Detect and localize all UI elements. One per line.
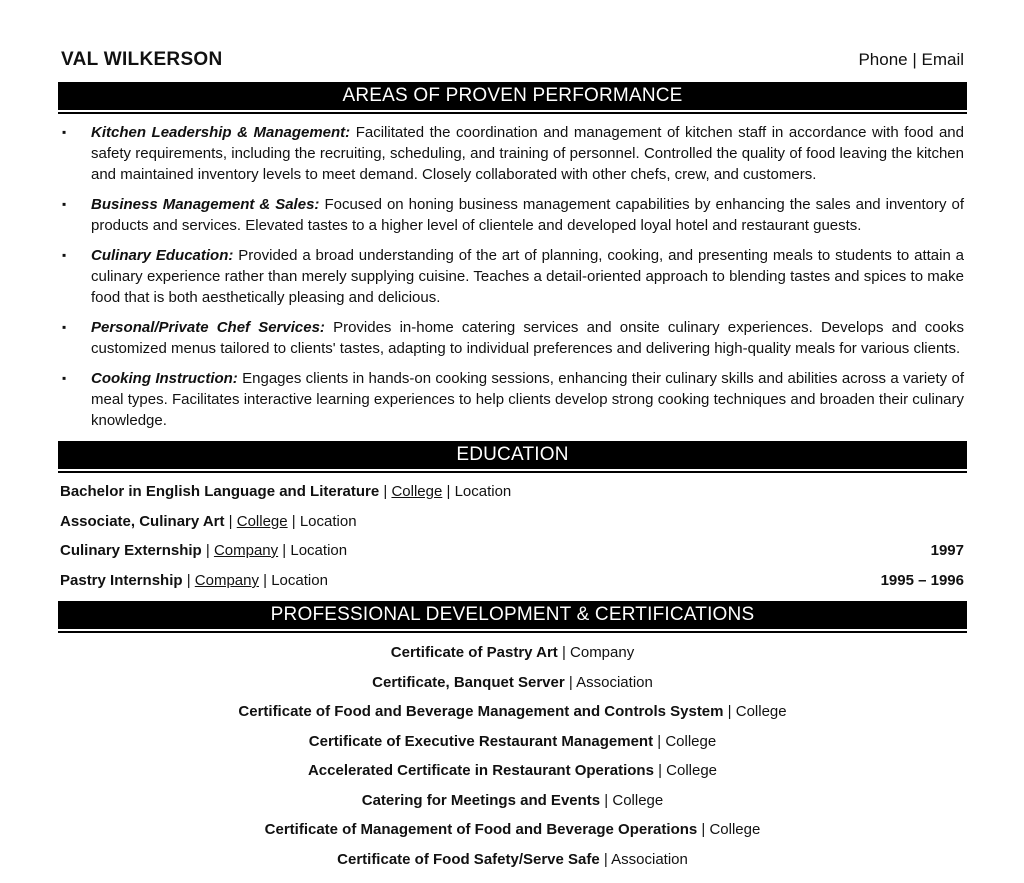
education-location: Location bbox=[454, 483, 512, 500]
certification-list bbox=[58, 642, 967, 878]
candidate-name: VAL WILKERSON bbox=[61, 49, 223, 70]
education-location: Location bbox=[271, 572, 328, 589]
list-item bbox=[58, 790, 967, 812]
education-row bbox=[60, 481, 964, 503]
performance-title: Personal/Private Chef Services: bbox=[91, 319, 325, 336]
certification-name: Certificate of Executive Restaurant Management bbox=[308, 732, 654, 750]
education-row bbox=[60, 570, 964, 592]
performance-title: Culinary Education: bbox=[91, 247, 234, 264]
list-item bbox=[60, 194, 964, 236]
separator: | bbox=[653, 762, 667, 779]
performance-text: Provided a broad understanding of the art of planning, cooking, and presenting meals to students to attain a culinary experience rather than merely supplying cuisine. Teaches a detail-oriented approach to blending tastes and spices to make food that is both aesthetically pleasing and delicious. bbox=[91, 247, 965, 306]
performance-title: Kitchen Leadership & Management: bbox=[91, 124, 351, 141]
certification-name: Accelerated Certificate in Restaurant Operations bbox=[307, 762, 654, 779]
list-item bbox=[58, 760, 967, 782]
list-item bbox=[58, 672, 967, 694]
certification-issuer: College bbox=[612, 791, 664, 809]
performance-text: Facilitated the coordination and management of kitchen staff in accordance with food and safety requirements, including the recruiting, scheduling, and training of personnel. Controlled the quality of food leaving the kitchen and maintained inventory levels to meet demand. Closely collaborated with other chefs, crew, and customers. bbox=[91, 124, 964, 183]
list-item bbox=[60, 245, 964, 308]
separator: | bbox=[599, 850, 612, 868]
separator: | bbox=[182, 572, 195, 589]
section-header-education: EDUCATION bbox=[58, 441, 967, 471]
certification-name: Certificate of Management of Food and Beverage Operations bbox=[264, 821, 698, 838]
education-degree: Pastry Internship bbox=[60, 572, 183, 589]
list-item bbox=[60, 317, 964, 359]
certification-name: Catering for Meetings and Events bbox=[361, 791, 601, 809]
certification-issuer: College bbox=[665, 732, 717, 750]
separator: | bbox=[600, 791, 613, 809]
separator: | bbox=[258, 572, 272, 589]
separator: | bbox=[201, 542, 214, 559]
performance-text: Provides in-home catering services and onsite culinary experiences. Develops and cooks customized menus tailored to clients' tastes, adapting to individual preferences and delivering high-quality meals for various clients. bbox=[91, 319, 964, 357]
separator: | bbox=[723, 703, 736, 720]
separator: | bbox=[278, 542, 291, 559]
contact-info: Phone | Email bbox=[858, 50, 964, 69]
separator: | bbox=[287, 513, 300, 530]
certification-issuer: Association bbox=[576, 673, 653, 691]
list-item bbox=[60, 122, 964, 185]
separator: | bbox=[379, 483, 392, 500]
bullet-icon: ▪ bbox=[62, 320, 67, 334]
education-location: Location bbox=[290, 542, 348, 559]
list-item bbox=[58, 701, 967, 723]
certification-name: Certificate of Food and Beverage Management and Controls System bbox=[238, 703, 724, 720]
certification-issuer: College bbox=[709, 821, 761, 838]
performance-text: Focused on honing business management capabilities by enhancing the sales and inventory of products and services. Elevated tastes to a higher level of clientele and developed loyal hotel and restaurant guests. bbox=[91, 196, 965, 234]
certification-name: Certificate of Food Safety/Serve Safe bbox=[337, 850, 600, 868]
separator: | bbox=[442, 483, 455, 500]
education-date: 1997 bbox=[930, 542, 964, 559]
performance-title: Business Management & Sales: bbox=[91, 196, 320, 213]
education-degree: Culinary Externship bbox=[60, 542, 202, 559]
separator: | bbox=[564, 673, 577, 691]
list-item bbox=[58, 731, 967, 753]
education-degree: Associate, Culinary Art bbox=[60, 513, 225, 530]
bullet-icon: ▪ bbox=[62, 248, 67, 262]
performance-title: Cooking Instruction: bbox=[91, 370, 238, 387]
list-item bbox=[58, 642, 967, 664]
education-date: 1995 – 1996 bbox=[880, 572, 964, 589]
certification-name: Certificate of Pastry Art bbox=[390, 644, 558, 661]
certification-issuer: Association bbox=[611, 850, 688, 868]
education-institution: Company bbox=[213, 542, 279, 559]
certification-issuer: College bbox=[666, 762, 718, 779]
certification-issuer: College bbox=[735, 703, 787, 720]
certification-name: Certificate, Banquet Server bbox=[372, 673, 565, 691]
education-degree: Bachelor in English Language and Literature bbox=[60, 483, 380, 500]
education-location: Location bbox=[299, 513, 357, 530]
section-header-performance: AREAS OF PROVEN PERFORMANCE bbox=[58, 82, 967, 112]
separator: | bbox=[653, 732, 666, 750]
separator: | bbox=[557, 644, 571, 661]
section-header-certifications: PROFESSIONAL DEVELOPMENT & CERTIFICATIONS bbox=[58, 601, 967, 631]
bullet-icon: ▪ bbox=[62, 197, 67, 211]
education-institution: Company bbox=[194, 572, 259, 589]
list-item bbox=[58, 819, 967, 841]
certification-issuer: Company bbox=[570, 644, 635, 661]
performance-list bbox=[60, 122, 964, 440]
bullet-icon: ▪ bbox=[62, 125, 67, 139]
separator: | bbox=[697, 821, 710, 838]
separator: | bbox=[224, 513, 237, 530]
education-row bbox=[60, 511, 964, 533]
education-institution: College bbox=[236, 513, 288, 530]
bullet-icon: ▪ bbox=[62, 371, 67, 385]
education-row bbox=[60, 540, 964, 562]
list-item bbox=[58, 849, 967, 871]
performance-text: Engages clients in hands-on cooking sessions, enhancing their culinary skills and abilities across a variety of meal types. Facilitates interactive learning experiences to help clients develop strong cooking techniques and broaden their culinary knowledge. bbox=[91, 370, 964, 429]
list-item bbox=[60, 368, 964, 431]
education-institution: College bbox=[391, 483, 443, 500]
